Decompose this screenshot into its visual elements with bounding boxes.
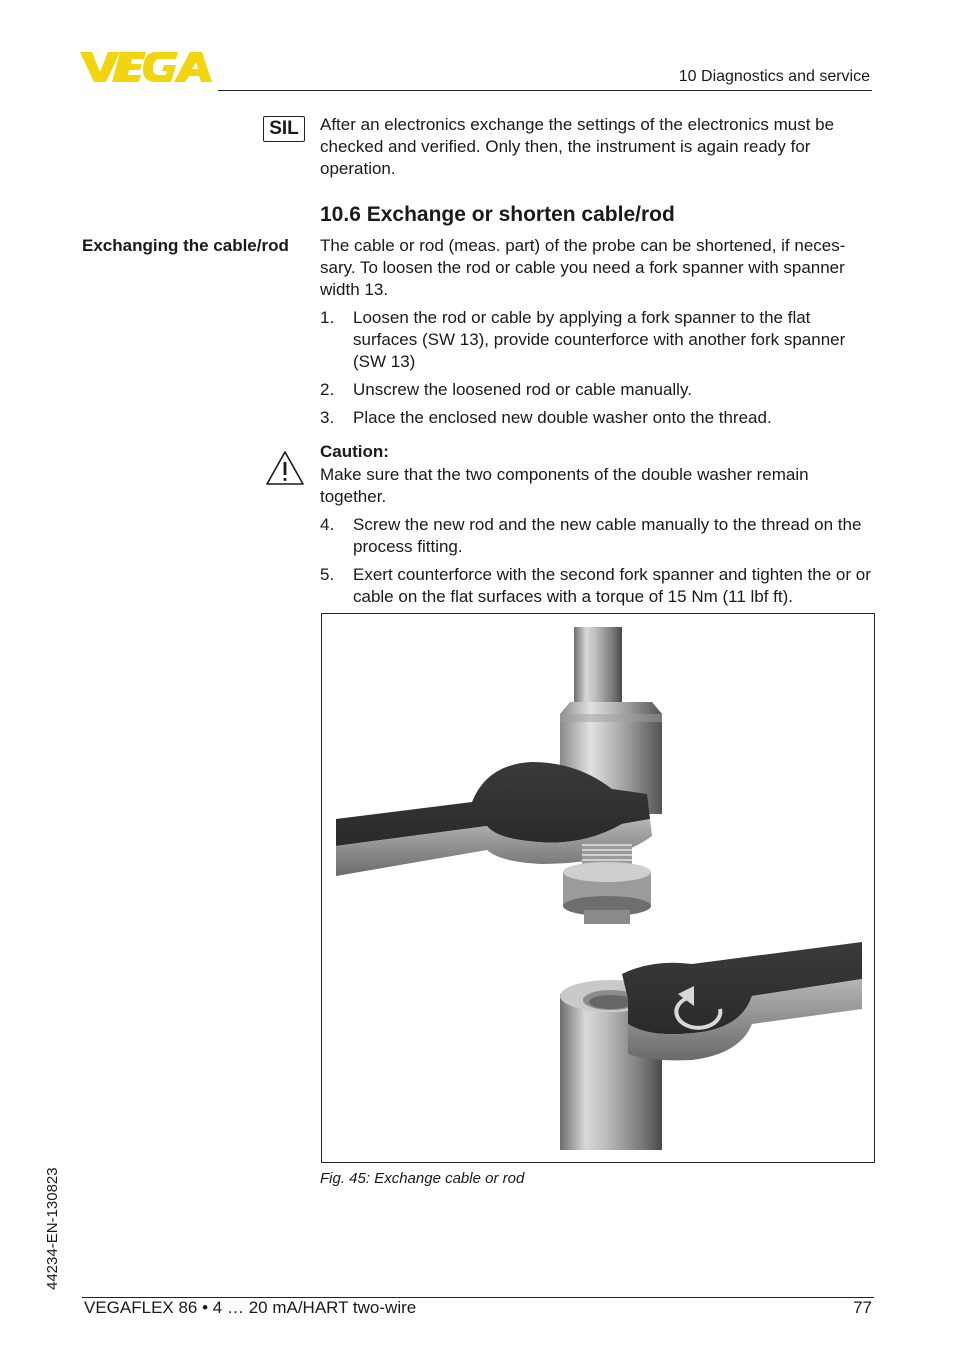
intro-paragraph: The cable or rod (meas. part) of the probe can be shortened, if neces-sary. To loosen the rod or cable you need a fork spanner with spanner width 13. (320, 236, 846, 299)
step-text: Place the enclosed new double washer onto the thread. (353, 408, 772, 427)
warning-triangle-icon (265, 450, 305, 491)
step-text: Exert counterforce with the second fork spanner and tighten the or or cable on the flat surfaces with a torque of 15 Nm (11 lbf ft). (353, 565, 871, 606)
sil-badge-icon: SIL (263, 116, 305, 142)
caution-title: Caution: (320, 442, 389, 461)
document-id: 44234-EN-130823 (44, 1167, 61, 1290)
step-item (320, 514, 876, 558)
step-number: 5. (320, 565, 335, 584)
side-label: Exchanging the cable/rod (82, 236, 289, 255)
step-item (320, 307, 876, 373)
step-item (320, 564, 876, 608)
step-item (320, 407, 876, 429)
page-number: 77 (853, 1298, 872, 1317)
step-number: 4. (320, 515, 335, 534)
step-item (320, 379, 876, 401)
step-number: 2. (320, 380, 335, 399)
step-number: 3. (320, 408, 335, 427)
figure-exchange-cable-rod (321, 613, 875, 1163)
header-divider (218, 90, 872, 91)
step-text: Unscrew the loosened rod or cable manually. (353, 380, 692, 399)
figure-caption: Fig. 45: Exchange cable or rod (320, 1170, 525, 1187)
sil-note-text: After an electronics exchange the settings of the electronics must be checked and verified. Only then, the instrument is again ready for operation. (320, 115, 835, 178)
section-heading: 10.6 Exchange or shorten cable/rod (320, 203, 675, 226)
step-number: 1. (320, 308, 335, 327)
step-text: Loosen the rod or cable by applying a fork spanner to the flat surfaces (SW 13), provide counterforce with another fork spanner (SW 13) (353, 308, 846, 371)
header-section-title: 10 Diagnostics and service (678, 68, 870, 85)
footer-product: VEGAFLEX 86 • 4 … 20 mA/HART two-wire (84, 1298, 417, 1317)
step-text: Screw the new rod and the new cable manually to the thread on the process fitting. (353, 515, 862, 556)
caution-text: Make sure that the two components of the double washer remain together. (320, 465, 809, 506)
vega-logo (80, 50, 212, 89)
